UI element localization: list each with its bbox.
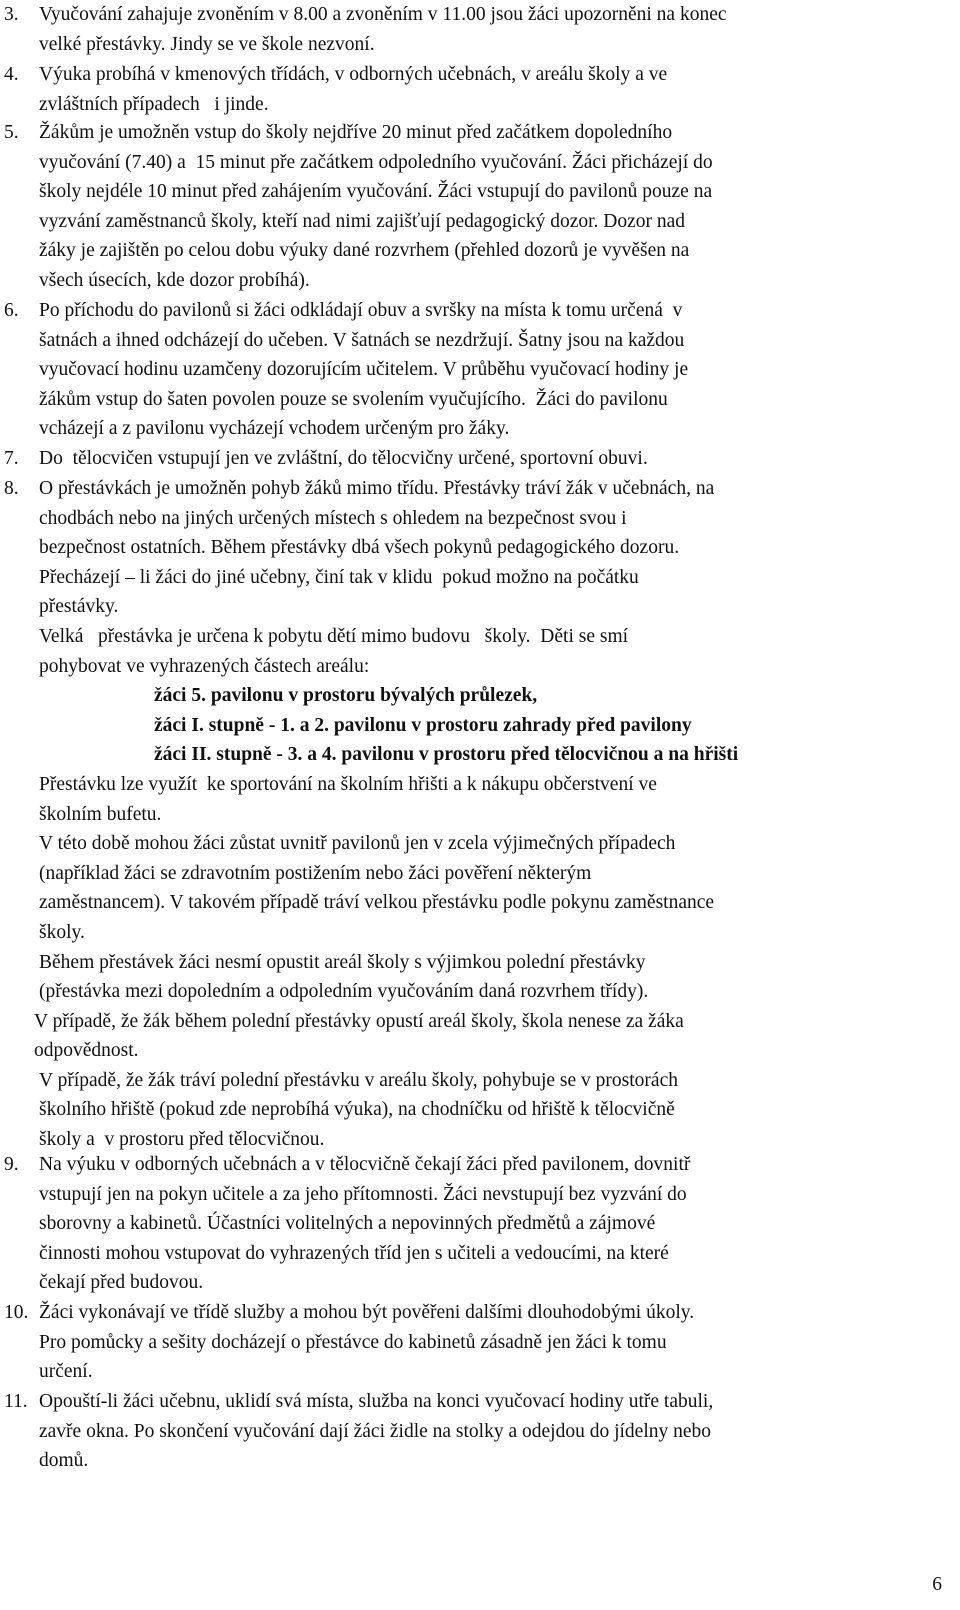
text-line: Žáci vykonávají ve třídě služby a mohou být pověřeni dalšími dlouhodobými úkoly.	[39, 1302, 695, 1323]
text-line: domů.	[39, 1450, 89, 1472]
text-line: Během přestávek žáci nesmí opustit areál školy s výjimkou polední přestávky	[39, 951, 646, 973]
item-text	[39, 1387, 950, 1476]
item-text	[39, 444, 950, 474]
item-number: 10.	[4, 1302, 29, 1323]
text-line: chodbách nebo na jiných určených místech s ohledem na bezpečnost svou i	[39, 507, 627, 529]
text-line: zavře okna. Po skončení vyučování dají žáci židle na stolky a odejdou do jídelny nebo	[39, 1420, 712, 1442]
text-line-bold: žáci II. stupně - 3. a 4. pavilonu v prostoru před tělocvičnou a na hřišti	[154, 744, 739, 766]
text-line: V případě, že žák tráví polední přestávku v areálu školy, pohybuje se v prostorách	[39, 1069, 678, 1091]
text-line: (například žáci se zdravotním postižením nebo žáci pověření některým	[39, 862, 592, 884]
text-line: zaměstnancem). V takovém případě tráví velkou přestávku podle pokynu zaměstnance	[39, 892, 715, 914]
item-text	[39, 1150, 950, 1298]
text-line: školním bufetu.	[39, 803, 162, 825]
text-line: žáky je zajištěn po celou dobu výuky dané rozvrhem (přehled dozorů je vyvěšen na	[39, 240, 690, 262]
text-line: V případě, že žák během polední přestávky opustí areál školy, škola nenese za žáka	[34, 1010, 684, 1032]
item-text	[39, 118, 950, 296]
item-number: 11.	[4, 1391, 28, 1412]
text-line: bezpečnost ostatních. Během přestávky dbá všech pokynů pedagogického dozoru.	[39, 537, 680, 559]
text-line-bold: žáci 5. pavilonu v prostoru bývalých průlezek,	[154, 685, 538, 707]
text-line: žákům vstup do šaten povolen pouze se svolením vyučujícího. Žáci do pavilonu	[39, 388, 668, 410]
text-line: školy a v prostoru před tělocvičnou.	[39, 1129, 325, 1151]
text-line: vyučovací hodinu uzamčeny dozorujícím učitelem. V průběhu vyučovací hodiny je	[39, 359, 689, 381]
text-line: Po příchodu do pavilonů si žáci odkládají obuv a svršky na místa k tomu určená v	[39, 300, 683, 321]
text-line: O přestávkách je umožněn pohyb žáků mimo třídu. Přestávky tráví žák v učebnách, na	[39, 478, 715, 499]
text-line: přestávky.	[39, 596, 119, 618]
text-line: Velká přestávka je určena k pobytu dětí mimo budovu školy. Děti se smí	[39, 625, 629, 647]
text-line: Opouští-li žáci učebnu, uklidí svá místa, služba na konci vyučovací hodiny utře tabuli,	[39, 1391, 714, 1412]
item-text	[34, 474, 950, 1155]
text-line: školního hřiště (pokud zde neprobíhá výuka), na chodníčku od hřiště k tělocvičně	[39, 1099, 675, 1121]
text-line: Přecházejí – li žáci do jiné učebny, činí tak v klidu pokud možno na počátku	[39, 566, 639, 588]
item-number: 6.	[4, 300, 19, 321]
text-line: V této době mohou žáci zůstat uvnitř pavilonů jen v zcela výjimečných případech	[39, 833, 676, 855]
text-line: (přestávka mezi dopoledním a odpoledním vyučováním daná rozvrhem třídy).	[39, 981, 649, 1003]
text-line: určení.	[39, 1361, 93, 1383]
text-line: vyzvání zaměstnanců školy, kteří nad nimi zajišťují pedagogický dozor. Dozor nad	[39, 210, 686, 232]
item-number: 4.	[4, 64, 19, 85]
item-text	[39, 296, 950, 444]
item-text	[39, 1298, 950, 1387]
text-line: zvláštních případech i jinde.	[39, 93, 269, 115]
text-line-bold: žáci I. stupně - 1. a 2. pavilonu v prostoru zahrady před pavilony	[154, 714, 692, 736]
text-line: Výuka probíhá v kmenových třídách, v odborných učebnách, v areálu školy a ve	[39, 64, 668, 85]
text-line: vcházejí a z pavilonu vycházejí vchodem určeným pro žáky.	[39, 418, 510, 440]
item-number: 9.	[4, 1154, 19, 1175]
item-number: 3.	[4, 4, 19, 25]
text-line: školy nejdéle 10 minut před zahájením vyučování. Žáci vstupují do pavilonů pouze na	[39, 181, 713, 203]
text-line: vstupují jen na pokyn učitele a za jeho přítomnosti. Žáci nevstupují bez vyzvání do	[39, 1183, 687, 1205]
page-number: 6	[932, 1574, 942, 1595]
text-line: Žákům je umožněn vstup do školy nejdříve 20 minut před začátkem dopoledního	[39, 122, 673, 143]
text-line: vyučování (7.40) a 15 minut pře začátkem odpoledního vyučování. Žáci přicházejí do	[39, 151, 713, 173]
text-line: Do tělocvičen vstupují jen ve zvláštní, do tělocvičny určené, sportovní obuvi.	[39, 448, 648, 469]
text-line: všech úsecích, kde dozor probíhá).	[39, 269, 310, 291]
item-text	[39, 0, 950, 59]
text-line: šatnách a ihned odcházejí do učeben. V šatnách se nezdržují. Šatny jsou na každou	[39, 329, 685, 351]
item-number: 5.	[4, 122, 19, 143]
text-line: sborovny a kabinetů. Účastníci volitelných a nepovinných předmětů a zájmové	[39, 1213, 656, 1235]
text-line: pohybovat ve vyhrazených částech areálu:	[39, 655, 370, 677]
text-line: činnosti mohou vstupovat do vyhrazených tříd jen s učiteli a vedoucími, na které	[39, 1242, 669, 1264]
text-line: Přestávku lze využít ke sportování na školním hřišti a k nákupu občerstvení ve	[39, 773, 657, 795]
item-text	[39, 60, 950, 119]
text-line: Vyučování zahajuje zvoněním v 8.00 a zvoněním v 11.00 jsou žáci upozorněni na konec	[39, 4, 727, 25]
text-line: školy.	[39, 921, 85, 943]
text-line: Pro pomůcky a sešity docházejí o přestávce do kabinetů zásadně jen žáci k tomu	[39, 1331, 667, 1353]
text-line: čekají před budovou.	[39, 1272, 204, 1294]
item-number: 8.	[4, 478, 19, 499]
text-line: odpovědnost.	[34, 1040, 139, 1062]
text-line: Na výuku v odborných učebnách a v tělocvičně čekají žáci před pavilonem, dovnitř	[39, 1154, 691, 1175]
item-number: 7.	[4, 448, 19, 469]
text-line: velké přestávky. Jindy se ve škole nezvoní.	[39, 33, 375, 55]
